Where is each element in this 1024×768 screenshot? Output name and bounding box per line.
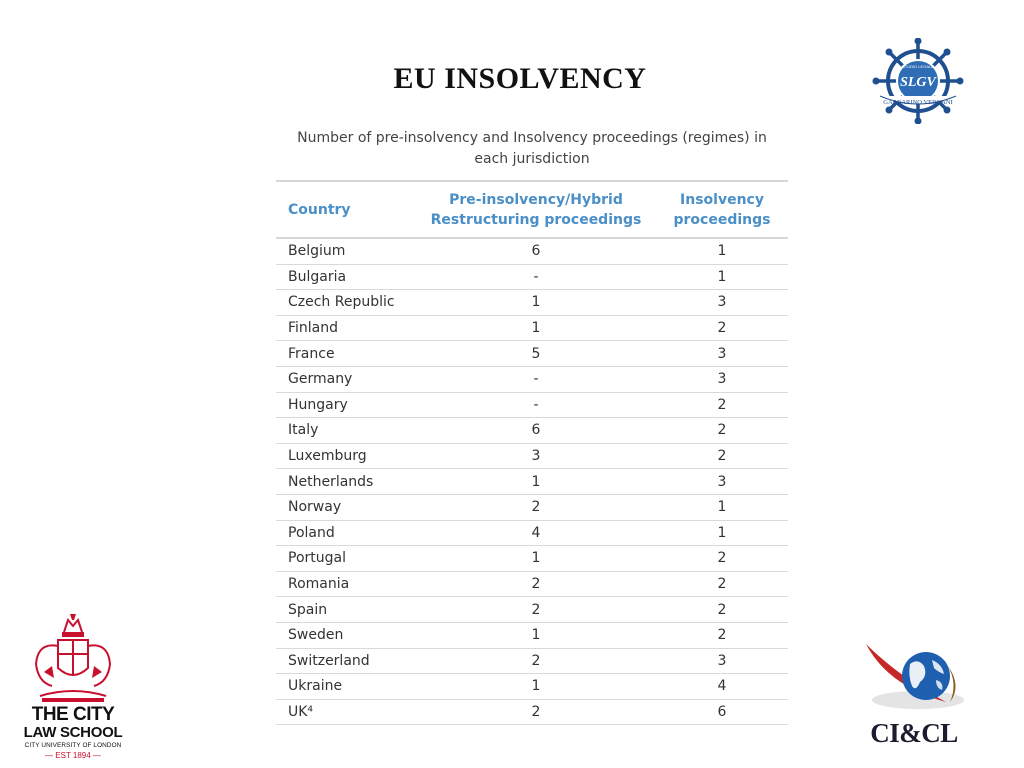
insolvency-cell: 6: [656, 699, 788, 725]
insolvency-cell: 2: [656, 418, 788, 444]
pre-insolvency-cell: 1: [416, 469, 656, 495]
table-row: [276, 290, 788, 316]
table-row: [276, 597, 788, 623]
insolvency-cell: 1: [656, 520, 788, 546]
country-cell: Norway: [276, 494, 416, 520]
insolvency-cell: 2: [656, 622, 788, 648]
insolvency-cell: 2: [656, 571, 788, 597]
city-law-school-logo: [18, 612, 128, 762]
table-row: [276, 520, 788, 546]
table-caption: Number of pre-insolvency and Insolvency proceedings (regimes) in each jurisdiction: [297, 130, 767, 167]
slide-title: EU INSOLVENCY: [393, 62, 647, 95]
table-row: [276, 366, 788, 392]
country-cell: France: [276, 341, 416, 367]
country-cell: UK⁴: [276, 699, 416, 725]
table-row: [276, 443, 788, 469]
country-cell: Romania: [276, 571, 416, 597]
insolvency-cell: 2: [656, 443, 788, 469]
country-cell: Italy: [276, 418, 416, 444]
country-cell: Czech Republic: [276, 290, 416, 316]
insolvency-cell: 1: [656, 264, 788, 290]
country-cell: Ukraine: [276, 674, 416, 700]
insolvency-cell: 2: [656, 392, 788, 418]
table-row: [276, 546, 788, 572]
pre-insolvency-cell: 1: [416, 290, 656, 316]
pre-insolvency-cell: 2: [416, 699, 656, 725]
pre-insolvency-cell: 2: [416, 648, 656, 674]
pre-insolvency-cell: 2: [416, 571, 656, 597]
table-row: [276, 674, 788, 700]
country-cell: Luxemburg: [276, 443, 416, 469]
globe-icon: [858, 636, 970, 716]
city-logo-line1: THE CITY: [31, 704, 115, 725]
insolvency-cell: 2: [656, 315, 788, 341]
pre-insolvency-cell: -: [416, 392, 656, 418]
table-row: [276, 699, 788, 725]
pre-insolvency-cell: 1: [416, 622, 656, 648]
country-cell: Germany: [276, 366, 416, 392]
insolvency-cell: 3: [656, 469, 788, 495]
pre-insolvency-cell: 2: [416, 494, 656, 520]
country-cell: Belgium: [276, 238, 416, 264]
pre-insolvency-cell: 3: [416, 443, 656, 469]
header-pre-line2: Restructuring proceedings: [430, 211, 642, 228]
country-cell: Hungary: [276, 392, 416, 418]
insolvency-cell: 3: [656, 366, 788, 392]
coat-of-arms-icon: [18, 612, 128, 704]
cicl-logo-text: CI&CL: [870, 718, 958, 748]
pre-insolvency-cell: -: [416, 366, 656, 392]
ship-wheel-icon: [870, 38, 966, 124]
svg-text:STUDIO LEGALE: STUDIO LEGALE: [902, 64, 934, 69]
country-cell: Bulgaria: [276, 264, 416, 290]
country-cell: Sweden: [276, 622, 416, 648]
insolvency-cell: 3: [656, 290, 788, 316]
country-cell: Spain: [276, 597, 416, 623]
country-cell: Portugal: [276, 546, 416, 572]
header-pre-insolvency: [416, 181, 656, 238]
insolvency-table: [276, 180, 788, 725]
insolvency-cell: 1: [656, 238, 788, 264]
pre-insolvency-cell: 6: [416, 238, 656, 264]
insolvency-cell: 2: [656, 597, 788, 623]
pre-insolvency-cell: 1: [416, 674, 656, 700]
table-row: [276, 622, 788, 648]
table-row: [276, 469, 788, 495]
header-pre-line1: Pre-insolvency/Hybrid: [449, 191, 623, 208]
table-body: [276, 238, 788, 725]
table-row: [276, 392, 788, 418]
slgv-logo: [870, 38, 966, 124]
city-logo-line3: CITY UNIVERSITY OF LONDON: [24, 742, 122, 749]
table-row: [276, 571, 788, 597]
cicl-logo: [858, 636, 970, 754]
insolvency-cell: 1: [656, 494, 788, 520]
table-row: [276, 418, 788, 444]
pre-insolvency-cell: 1: [416, 315, 656, 341]
table-row: [276, 264, 788, 290]
pre-insolvency-cell: 5: [416, 341, 656, 367]
table-row: [276, 494, 788, 520]
table-row: [276, 341, 788, 367]
header-insolvency: [656, 181, 788, 238]
pre-insolvency-cell: 2: [416, 597, 656, 623]
insolvency-cell: 3: [656, 648, 788, 674]
pre-insolvency-cell: 4: [416, 520, 656, 546]
table-row: [276, 238, 788, 264]
insolvency-table-block: [276, 124, 788, 725]
table-row: [276, 315, 788, 341]
insolvency-cell: 2: [656, 546, 788, 572]
country-cell: Poland: [276, 520, 416, 546]
country-cell: Finland: [276, 315, 416, 341]
country-cell: Switzerland: [276, 648, 416, 674]
svg-text:SLGV: SLGV: [900, 75, 936, 90]
header-country: Country: [276, 181, 416, 238]
pre-insolvency-cell: -: [416, 264, 656, 290]
pre-insolvency-cell: 6: [416, 418, 656, 444]
table-row: [276, 648, 788, 674]
table-header-row: [276, 181, 788, 238]
header-ins-line1: Insolvency: [680, 191, 764, 208]
country-cell: Netherlands: [276, 469, 416, 495]
insolvency-cell: 3: [656, 341, 788, 367]
header-ins-line2: proceedings: [673, 211, 771, 228]
city-logo-line4: — EST 1894 —: [45, 751, 101, 760]
city-logo-line2: LAW SCHOOL: [23, 724, 123, 741]
svg-text:GARBARINO VERGANI: GARBARINO VERGANI: [883, 99, 953, 106]
pre-insolvency-cell: 1: [416, 546, 656, 572]
insolvency-cell: 4: [656, 674, 788, 700]
